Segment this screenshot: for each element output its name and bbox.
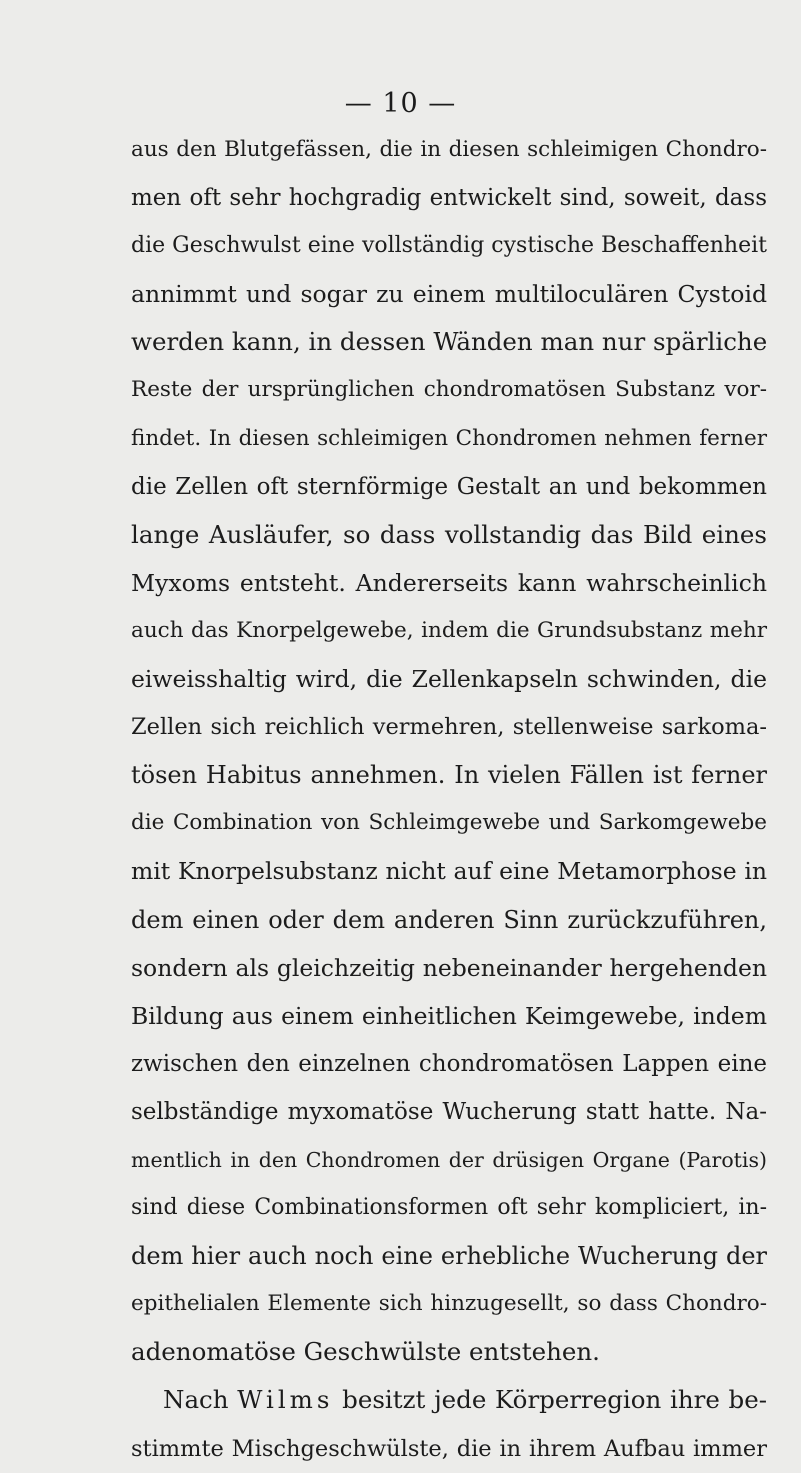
- text-line: stimmte Mischgeschwülste, die in ihrem Aufbau immer: [131, 1435, 767, 1462]
- text-line: Reste der ursprünglichen chondromatösen Substanz vor-: [131, 377, 767, 403]
- text-line: Bildung aus einem einheitlichen Keimgewebe, indem: [131, 1001, 767, 1030]
- line-fragment: Nach: [163, 1385, 238, 1415]
- text-line: Myxoms entsteht. Andererseits kann wahrscheinlich: [131, 568, 767, 597]
- paragraph-start-line: [131, 1376, 767, 1424]
- text-line: eiweisshaltig wird, die Zellenkapseln schwinden, die: [131, 665, 767, 694]
- text-line: men oft sehr hochgradig entwickelt sind, soweit, dass: [131, 185, 767, 212]
- text-line: adenomatöse Geschwülste entstehen.: [131, 1337, 600, 1367]
- text-line: werden kann, in dessen Wänden man nur spärliche: [131, 327, 768, 357]
- text-line: aus den Blutgefässen, die in diesen schleimigen Chondro-: [131, 137, 767, 162]
- page-number: — 10 —: [344, 88, 457, 119]
- text-line: lange Ausläufer, so dass vollstandig das Bild eines: [131, 519, 767, 549]
- text-line: die Combination von Schleimgewebe und Sarkomgewebe: [131, 810, 767, 836]
- text-line: tösen Habitus annehmen. In vielen Fällen ist ferner: [131, 761, 767, 790]
- author-name: Wilms: [237, 1385, 334, 1415]
- text-line: die Geschwulst eine vollständig cystische Beschaffenheit: [131, 233, 767, 259]
- text-line: epithelialen Elemente sich hinzugesellt, so dass Chondro-: [131, 1291, 767, 1317]
- text-line: annimmt und sogar zu einem multiloculären Cystoid: [131, 280, 767, 309]
- text-line: sind diese Combinationsformen oft sehr kompliciert, in-: [131, 1195, 767, 1221]
- text-line: dem einen oder dem anderen Sinn zurückzuführen,: [131, 905, 767, 934]
- text-line: die Zellen oft sternförmige Gestalt an und bekommen: [131, 473, 767, 500]
- text-line: mit Knorpelsubstanz nicht auf eine Metamorphose in: [131, 857, 767, 886]
- body-text: [131, 126, 767, 1473]
- text-line: dem hier auch noch eine erhebliche Wucherung der: [131, 1242, 767, 1271]
- text-line: auch das Knorpelgewebe, indem die Grundsubstanz mehr: [131, 617, 767, 643]
- text-line: Zellen sich reichlich vermehren, stellenweise sarkoma-: [131, 714, 767, 741]
- text-line: selbständige myxomatöse Wucherung statt hatte. Na-: [131, 1098, 767, 1125]
- line-fragment: besitzt jede Körperregion ihre be-: [333, 1385, 767, 1415]
- text-line: sondern als gleichzeitig nebeneinander hergehenden: [131, 953, 767, 982]
- text-line: findet. In diesen schleimigen Chondromen nehmen ferner: [131, 425, 767, 451]
- text-line: mentlich in den Chondromen der drüsigen Organe (Parotis): [131, 1147, 767, 1172]
- text-line: zwischen den einzelnen chondromatösen Lappen eine: [131, 1050, 767, 1077]
